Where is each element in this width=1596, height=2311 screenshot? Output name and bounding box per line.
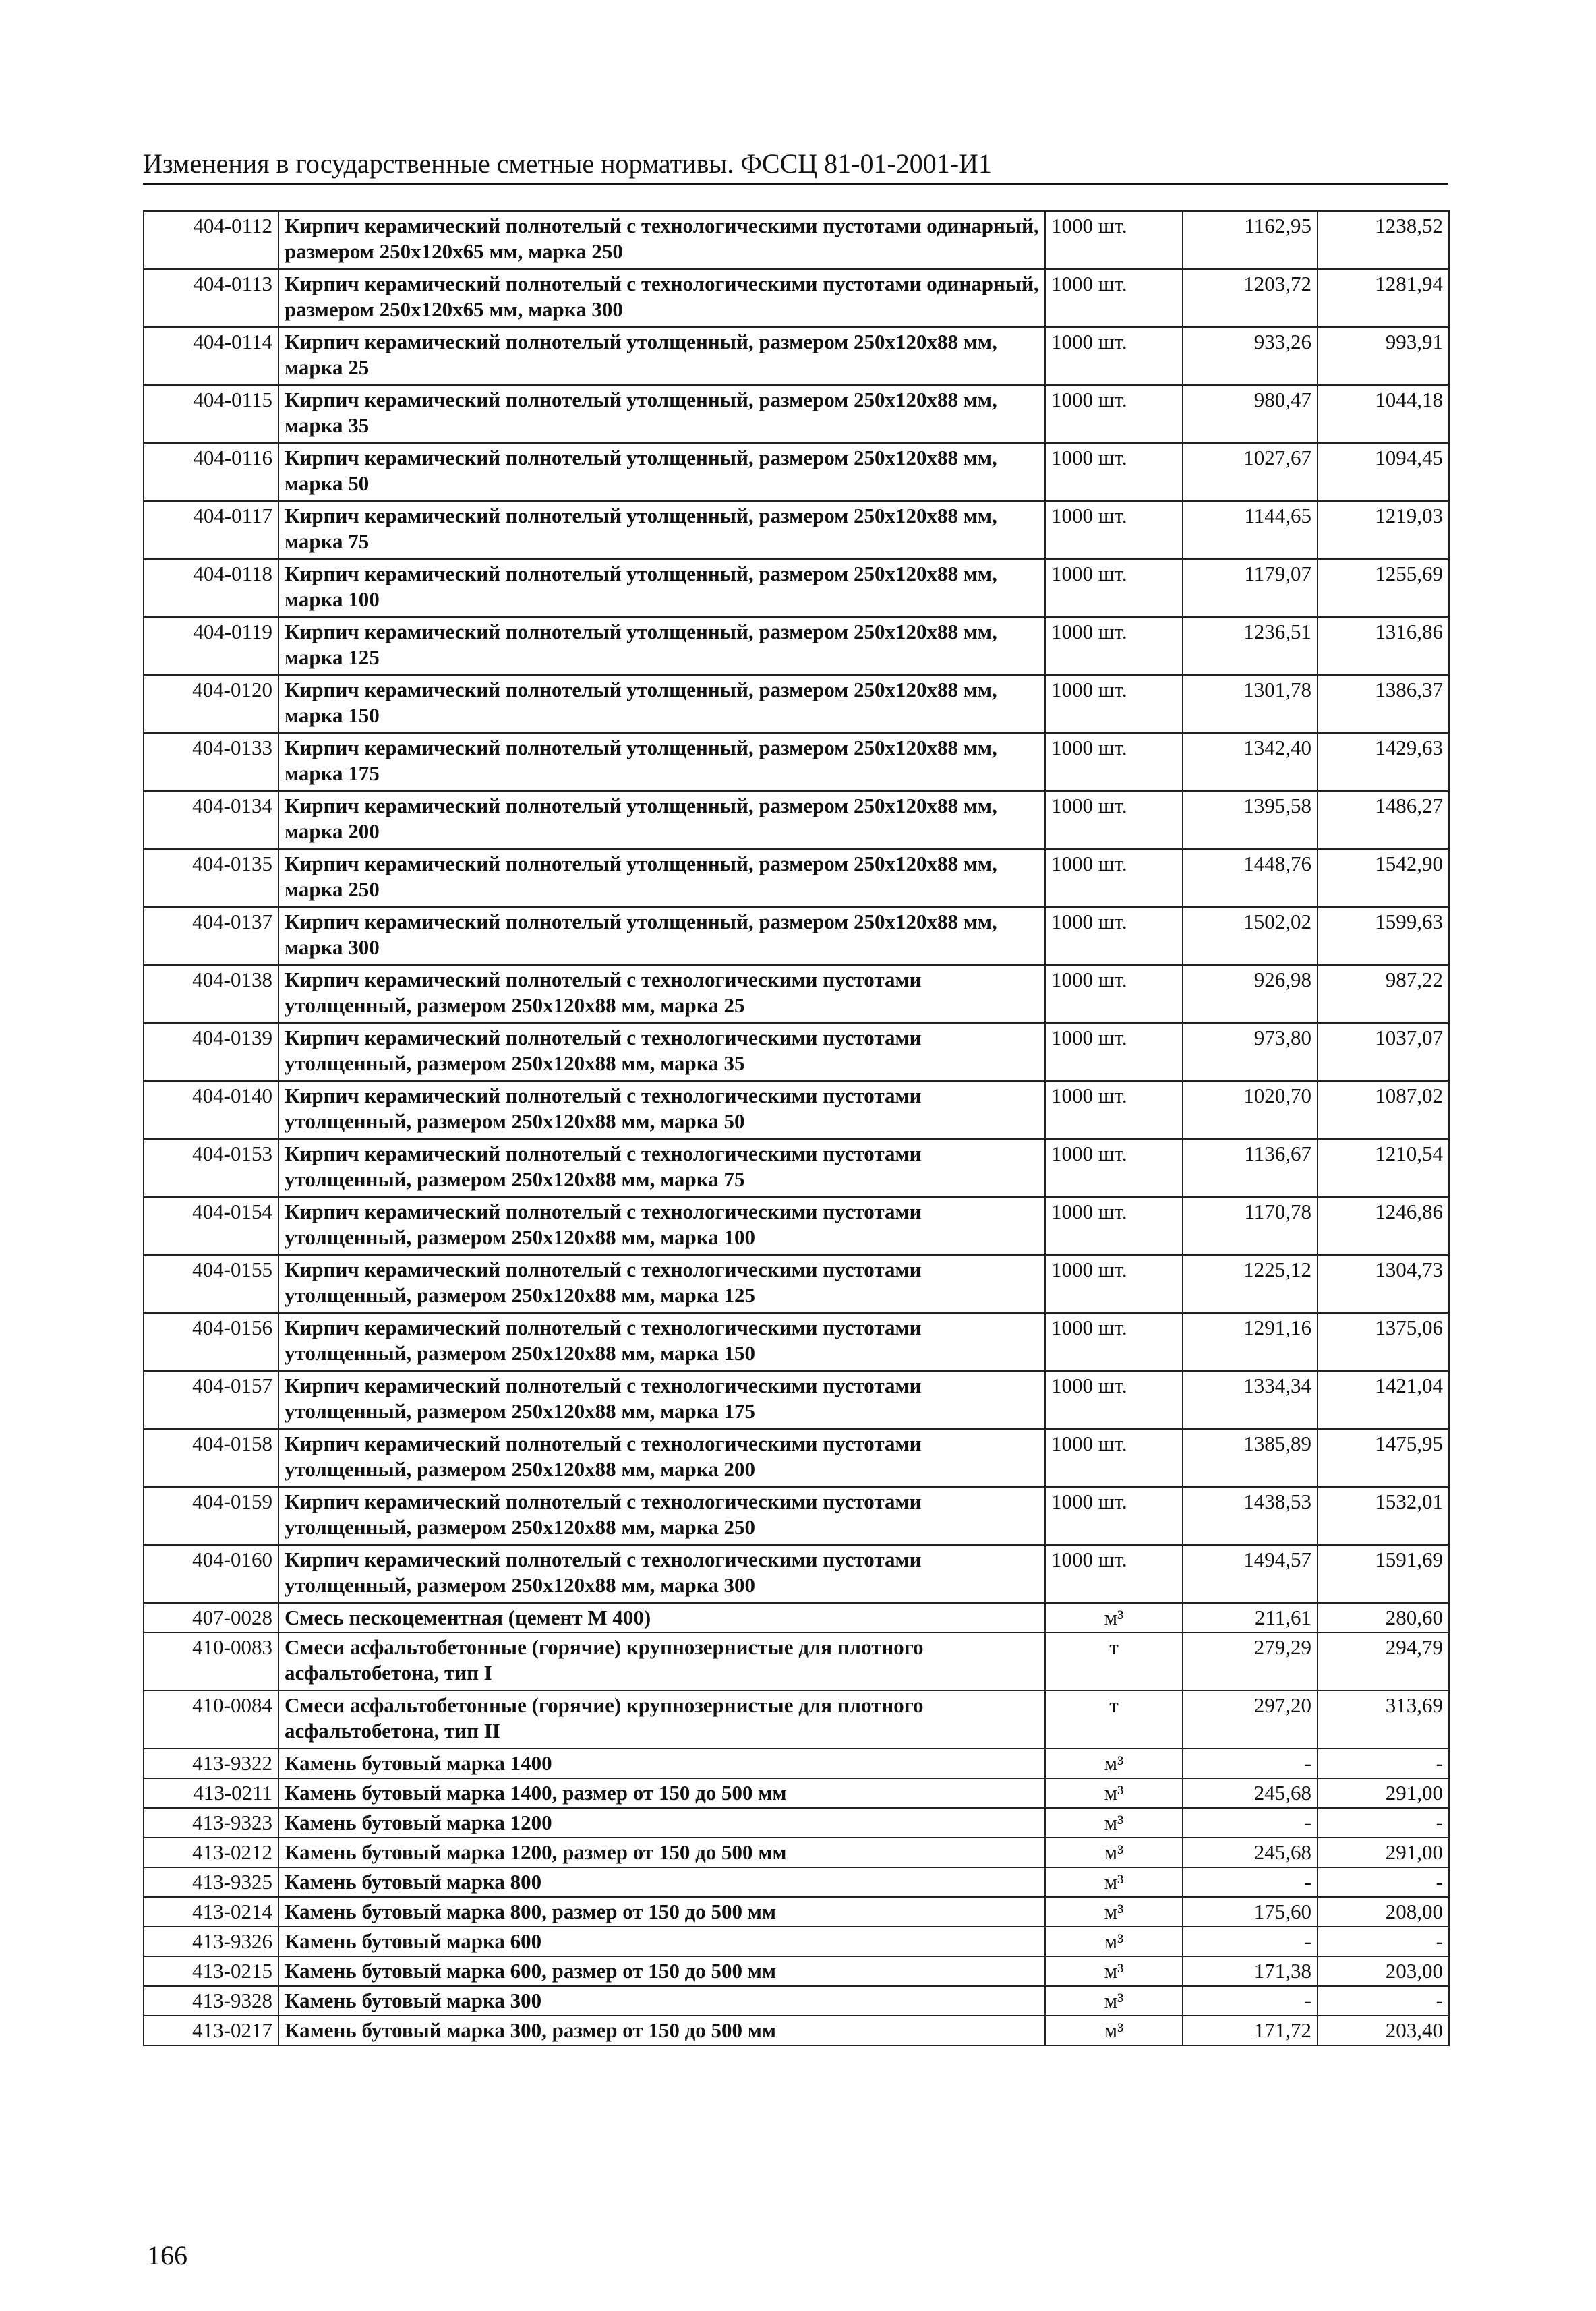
cell-price-2: 1421,04 xyxy=(1318,1371,1449,1429)
table-row xyxy=(144,1023,1449,1081)
cell-price-2: 1386,37 xyxy=(1318,675,1449,733)
table-row xyxy=(144,849,1449,907)
cell-price-1: 1136,67 xyxy=(1183,1139,1318,1197)
cell-price-2: 1037,07 xyxy=(1318,1023,1449,1081)
cell-unit: м³ xyxy=(1045,1603,1183,1633)
table-row xyxy=(144,675,1449,733)
cell-name: Камень бутовый марка 1200 xyxy=(278,1808,1045,1838)
cell-price-1: 1020,70 xyxy=(1183,1081,1318,1139)
cell-name: Кирпич керамический полнотелый с технологическими пустотами утолщенный, размером 250х120х88 мм, марка 175 xyxy=(278,1371,1045,1429)
table-row xyxy=(144,1808,1449,1838)
cell-unit: 1000 шт. xyxy=(1045,1081,1183,1139)
cell-unit: 1000 шт. xyxy=(1045,1023,1183,1081)
cell-code: 413-0211 xyxy=(144,1778,278,1808)
cell-name: Смеси асфальтобетонные (горячие) крупнозернистые для плотного асфальтобетона, тип I xyxy=(278,1633,1045,1691)
cell-unit: м³ xyxy=(1045,1749,1183,1778)
table-row xyxy=(144,617,1449,675)
cell-price-2: 1304,73 xyxy=(1318,1255,1449,1313)
table-row xyxy=(144,1487,1449,1545)
cell-unit: 1000 шт. xyxy=(1045,327,1183,385)
cell-code: 404-0118 xyxy=(144,559,278,617)
cell-price-1: 933,26 xyxy=(1183,327,1318,385)
cell-price-2: 1219,03 xyxy=(1318,501,1449,559)
cell-unit: 1000 шт. xyxy=(1045,791,1183,849)
cell-code: 404-0113 xyxy=(144,269,278,327)
cell-price-2: - xyxy=(1318,1808,1449,1838)
cell-price-2: 291,00 xyxy=(1318,1778,1449,1808)
table-row xyxy=(144,791,1449,849)
cell-name: Смесь пескоцементная (цемент М 400) xyxy=(278,1603,1045,1633)
table-body xyxy=(144,211,1449,2045)
cell-price-2: 203,00 xyxy=(1318,1956,1449,1986)
cell-code: 404-0139 xyxy=(144,1023,278,1081)
cell-name: Камень бутовый марка 1400 xyxy=(278,1749,1045,1778)
cell-name: Камень бутовый марка 300, размер от 150 до 500 мм xyxy=(278,2016,1045,2045)
cell-name: Кирпич керамический полнотелый с технологическими пустотами утолщенный, размером 250х120х88 мм, марка 200 xyxy=(278,1429,1045,1487)
table-row xyxy=(144,1545,1449,1603)
table-row xyxy=(144,1956,1449,1986)
cell-name: Камень бутовый марка 800, размер от 150 до 500 мм xyxy=(278,1897,1045,1927)
cell-price-2: 1591,69 xyxy=(1318,1545,1449,1603)
cell-name: Камень бутовый марка 1400, размер от 150 до 500 мм xyxy=(278,1778,1045,1808)
cell-price-1: - xyxy=(1183,1867,1318,1897)
cell-code: 404-0160 xyxy=(144,1545,278,1603)
cell-unit: 1000 шт. xyxy=(1045,559,1183,617)
cell-unit: 1000 шт. xyxy=(1045,1487,1183,1545)
cell-name: Кирпич керамический полнотелый утолщенный, размером 250х120х88 мм, марка 125 xyxy=(278,617,1045,675)
cell-unit: 1000 шт. xyxy=(1045,269,1183,327)
cell-name: Кирпич керамический полнотелый утолщенный, размером 250х120х88 мм, марка 175 xyxy=(278,733,1045,791)
cell-price-2: 313,69 xyxy=(1318,1691,1449,1749)
cell-unit: м³ xyxy=(1045,1778,1183,1808)
cell-price-1: 1438,53 xyxy=(1183,1487,1318,1545)
cell-price-1: - xyxy=(1183,1749,1318,1778)
cell-code: 404-0134 xyxy=(144,791,278,849)
cell-code: 404-0135 xyxy=(144,849,278,907)
cell-code: 404-0117 xyxy=(144,501,278,559)
cell-price-2: 203,40 xyxy=(1318,2016,1449,2045)
cell-unit: 1000 шт. xyxy=(1045,907,1183,965)
cell-price-1: 175,60 xyxy=(1183,1897,1318,1927)
cell-name: Кирпич керамический полнотелый утолщенный, размером 250х120х88 мм, марка 250 xyxy=(278,849,1045,907)
cell-unit: м³ xyxy=(1045,2016,1183,2045)
cell-price-2: 1475,95 xyxy=(1318,1429,1449,1487)
cell-name: Камень бутовый марка 600, размер от 150 до 500 мм xyxy=(278,1956,1045,1986)
cell-price-1: - xyxy=(1183,1808,1318,1838)
cell-price-1: 279,29 xyxy=(1183,1633,1318,1691)
cell-name: Камень бутовый марка 1200, размер от 150 до 500 мм xyxy=(278,1838,1045,1867)
table-row xyxy=(144,1313,1449,1371)
cell-code: 413-9326 xyxy=(144,1927,278,1956)
table-row xyxy=(144,1927,1449,1956)
cell-price-2: 1281,94 xyxy=(1318,269,1449,327)
cell-name: Кирпич керамический полнотелый утолщенный, размером 250х120х88 мм, марка 150 xyxy=(278,675,1045,733)
cell-price-2: 294,79 xyxy=(1318,1633,1449,1691)
cell-price-1: 1342,40 xyxy=(1183,733,1318,791)
cell-code: 413-0217 xyxy=(144,2016,278,2045)
cell-price-2: 291,00 xyxy=(1318,1838,1449,1867)
cell-code: 404-0116 xyxy=(144,443,278,501)
cell-price-2: 1246,86 xyxy=(1318,1197,1449,1255)
cell-unit: 1000 шт. xyxy=(1045,965,1183,1023)
cell-name: Кирпич керамический полнотелый с технологическими пустотами одинарный, размером 250х120х65 мм, марка 250 xyxy=(278,211,1045,269)
cell-code: 404-0133 xyxy=(144,733,278,791)
cell-price-2: 1210,54 xyxy=(1318,1139,1449,1197)
cell-price-1: 245,68 xyxy=(1183,1778,1318,1808)
table-row xyxy=(144,1838,1449,1867)
table-row xyxy=(144,907,1449,965)
cell-unit: м³ xyxy=(1045,1838,1183,1867)
table-row xyxy=(144,1986,1449,2016)
cell-price-2: 1316,86 xyxy=(1318,617,1449,675)
cell-price-2: 1238,52 xyxy=(1318,211,1449,269)
table-row xyxy=(144,1749,1449,1778)
cell-price-1: 211,61 xyxy=(1183,1603,1318,1633)
cell-unit: 1000 шт. xyxy=(1045,1429,1183,1487)
cell-price-1: 926,98 xyxy=(1183,965,1318,1023)
cell-name: Кирпич керамический полнотелый с технологическими пустотами утолщенный, размером 250х120х88 мм, марка 150 xyxy=(278,1313,1045,1371)
cell-price-2: 1094,45 xyxy=(1318,443,1449,501)
cell-name: Кирпич керамический полнотелый с технологическими пустотами утолщенный, размером 250х120х88 мм, марка 75 xyxy=(278,1139,1045,1197)
table-row xyxy=(144,269,1449,327)
cell-unit: 1000 шт. xyxy=(1045,733,1183,791)
table-row xyxy=(144,1691,1449,1749)
cell-unit: м³ xyxy=(1045,1867,1183,1897)
cell-unit: м³ xyxy=(1045,1897,1183,1927)
cell-code: 404-0140 xyxy=(144,1081,278,1139)
cell-name: Кирпич керамический полнотелый утолщенный, размером 250х120х88 мм, марка 75 xyxy=(278,501,1045,559)
cell-unit: м³ xyxy=(1045,1927,1183,1956)
cell-unit: 1000 шт. xyxy=(1045,1139,1183,1197)
page-number: 166 xyxy=(147,2240,187,2271)
cell-unit: 1000 шт. xyxy=(1045,501,1183,559)
cell-unit: т xyxy=(1045,1633,1183,1691)
cell-name: Кирпич керамический полнотелый утолщенный, размером 250х120х88 мм, марка 200 xyxy=(278,791,1045,849)
cell-name: Камень бутовый марка 800 xyxy=(278,1867,1045,1897)
cell-price-2: 1375,06 xyxy=(1318,1313,1449,1371)
cell-price-1: 1385,89 xyxy=(1183,1429,1318,1487)
cell-name: Камень бутовый марка 300 xyxy=(278,1986,1045,2016)
cell-code: 404-0112 xyxy=(144,211,278,269)
cell-code: 413-0212 xyxy=(144,1838,278,1867)
cell-price-1: 1502,02 xyxy=(1183,907,1318,965)
cell-name: Кирпич керамический полнотелый с технологическими пустотами утолщенный, размером 250х120х88 мм, марка 125 xyxy=(278,1255,1045,1313)
cell-price-1: 1334,34 xyxy=(1183,1371,1318,1429)
cell-name: Камень бутовый марка 600 xyxy=(278,1927,1045,1956)
cell-code: 404-0115 xyxy=(144,385,278,443)
table-row xyxy=(144,1255,1449,1313)
cell-unit: м³ xyxy=(1045,1808,1183,1838)
cell-code: 404-0137 xyxy=(144,907,278,965)
cell-code: 413-9323 xyxy=(144,1808,278,1838)
cell-unit: 1000 шт. xyxy=(1045,211,1183,269)
cell-price-2: 1255,69 xyxy=(1318,559,1449,617)
table-row xyxy=(144,965,1449,1023)
table-row xyxy=(144,1603,1449,1633)
cell-code: 404-0138 xyxy=(144,965,278,1023)
cell-code: 413-9325 xyxy=(144,1867,278,1897)
cell-price-1: 1291,16 xyxy=(1183,1313,1318,1371)
table-row xyxy=(144,1081,1449,1139)
table-row xyxy=(144,559,1449,617)
cell-code: 404-0153 xyxy=(144,1139,278,1197)
cell-unit: 1000 шт. xyxy=(1045,1197,1183,1255)
cell-price-1: 980,47 xyxy=(1183,385,1318,443)
cell-name: Смеси асфальтобетонные (горячие) крупнозернистые для плотного асфальтобетона, тип II xyxy=(278,1691,1045,1749)
cell-price-2: 987,22 xyxy=(1318,965,1449,1023)
cell-name: Кирпич керамический полнотелый утолщенный, размером 250х120х88 мм, марка 35 xyxy=(278,385,1045,443)
cell-price-1: - xyxy=(1183,1927,1318,1956)
cell-price-1: 297,20 xyxy=(1183,1691,1318,1749)
cell-price-1: 973,80 xyxy=(1183,1023,1318,1081)
cell-price-1: 1027,67 xyxy=(1183,443,1318,501)
cell-price-1: 1494,57 xyxy=(1183,1545,1318,1603)
cell-price-2: 1542,90 xyxy=(1318,849,1449,907)
cell-name: Кирпич керамический полнотелый утолщенный, размером 250х120х88 мм, марка 25 xyxy=(278,327,1045,385)
cell-price-1: 245,68 xyxy=(1183,1838,1318,1867)
cell-price-1: 1395,58 xyxy=(1183,791,1318,849)
cell-price-1: 1170,78 xyxy=(1183,1197,1318,1255)
cell-name: Кирпич керамический полнотелый с технологическими пустотами утолщенный, размером 250х120х88 мм, марка 25 xyxy=(278,965,1045,1023)
cell-name: Кирпич керамический полнотелый утолщенный, размером 250х120х88 мм, марка 300 xyxy=(278,907,1045,965)
table-row xyxy=(144,1897,1449,1927)
cell-code: 413-9328 xyxy=(144,1986,278,2016)
cell-name: Кирпич керамический полнотелый с технологическими пустотами утолщенный, размером 250х120х88 мм, марка 50 xyxy=(278,1081,1045,1139)
cell-price-2: 208,00 xyxy=(1318,1897,1449,1927)
cell-price-1: 1179,07 xyxy=(1183,559,1318,617)
cell-price-2: - xyxy=(1318,1927,1449,1956)
cell-unit: 1000 шт. xyxy=(1045,1545,1183,1603)
cell-unit: 1000 шт. xyxy=(1045,675,1183,733)
cell-price-2: 1486,27 xyxy=(1318,791,1449,849)
table-row xyxy=(144,733,1449,791)
table-row xyxy=(144,1867,1449,1897)
cell-unit: 1000 шт. xyxy=(1045,617,1183,675)
table-row xyxy=(144,501,1449,559)
cell-unit: 1000 шт. xyxy=(1045,385,1183,443)
cell-price-2: - xyxy=(1318,1749,1449,1778)
cell-price-2: - xyxy=(1318,1867,1449,1897)
cell-unit: 1000 шт. xyxy=(1045,1371,1183,1429)
cell-price-2: 1532,01 xyxy=(1318,1487,1449,1545)
table-row xyxy=(144,327,1449,385)
cell-price-2: 1044,18 xyxy=(1318,385,1449,443)
cell-name: Кирпич керамический полнотелый с технологическими пустотами одинарный, размером 250х120х65 мм, марка 300 xyxy=(278,269,1045,327)
cell-name: Кирпич керамический полнотелый утолщенный, размером 250х120х88 мм, марка 50 xyxy=(278,443,1045,501)
cell-code: 404-0119 xyxy=(144,617,278,675)
table-row xyxy=(144,1197,1449,1255)
cell-price-1: 1448,76 xyxy=(1183,849,1318,907)
cell-price-1: 171,38 xyxy=(1183,1956,1318,1986)
cell-name: Кирпич керамический полнотелый с технологическими пустотами утолщенный, размером 250х120х88 мм, марка 300 xyxy=(278,1545,1045,1603)
cell-price-1: 1225,12 xyxy=(1183,1255,1318,1313)
cell-code: 404-0120 xyxy=(144,675,278,733)
cell-name: Кирпич керамический полнотелый с технологическими пустотами утолщенный, размером 250х120х88 мм, марка 35 xyxy=(278,1023,1045,1081)
cell-code: 404-0114 xyxy=(144,327,278,385)
cell-price-1: 1301,78 xyxy=(1183,675,1318,733)
cell-code: 404-0157 xyxy=(144,1371,278,1429)
cell-price-2: 1429,63 xyxy=(1318,733,1449,791)
cell-unit: 1000 шт. xyxy=(1045,443,1183,501)
cell-price-1: 171,72 xyxy=(1183,2016,1318,2045)
cell-name: Кирпич керамический полнотелый утолщенный, размером 250х120х88 мм, марка 100 xyxy=(278,559,1045,617)
cell-code: 404-0155 xyxy=(144,1255,278,1313)
cell-price-2: 1087,02 xyxy=(1318,1081,1449,1139)
cell-price-1: 1236,51 xyxy=(1183,617,1318,675)
table-row xyxy=(144,1139,1449,1197)
cell-code: 404-0158 xyxy=(144,1429,278,1487)
cell-price-1: 1144,65 xyxy=(1183,501,1318,559)
cell-price-1: - xyxy=(1183,1986,1318,2016)
cell-code: 410-0084 xyxy=(144,1691,278,1749)
cell-unit: м³ xyxy=(1045,1956,1183,1986)
cell-code: 410-0083 xyxy=(144,1633,278,1691)
table-row xyxy=(144,1429,1449,1487)
table-row xyxy=(144,385,1449,443)
cell-price-1: 1162,95 xyxy=(1183,211,1318,269)
table-row xyxy=(144,1371,1449,1429)
cell-unit: м³ xyxy=(1045,1986,1183,2016)
cell-code: 407-0028 xyxy=(144,1603,278,1633)
table-row xyxy=(144,1778,1449,1808)
cell-price-2: - xyxy=(1318,1986,1449,2016)
cell-name: Кирпич керамический полнотелый с технологическими пустотами утолщенный, размером 250х120х88 мм, марка 250 xyxy=(278,1487,1045,1545)
table-row xyxy=(144,443,1449,501)
table-row xyxy=(144,1633,1449,1691)
cell-unit: 1000 шт. xyxy=(1045,1313,1183,1371)
cell-price-2: 1599,63 xyxy=(1318,907,1449,965)
cell-code: 404-0154 xyxy=(144,1197,278,1255)
cell-code: 404-0156 xyxy=(144,1313,278,1371)
cell-code: 413-0214 xyxy=(144,1897,278,1927)
cell-code: 413-0215 xyxy=(144,1956,278,1986)
cell-code: 413-9322 xyxy=(144,1749,278,1778)
cell-unit: 1000 шт. xyxy=(1045,1255,1183,1313)
price-table xyxy=(143,210,1450,2046)
cell-price-2: 993,91 xyxy=(1318,327,1449,385)
cell-unit: 1000 шт. xyxy=(1045,849,1183,907)
page-header: Изменения в государственные сметные нормативы. ФССЦ 81-01-2001-И1 xyxy=(143,147,1448,185)
cell-price-2: 280,60 xyxy=(1318,1603,1449,1633)
cell-code: 404-0159 xyxy=(144,1487,278,1545)
table-row xyxy=(144,2016,1449,2045)
cell-unit: т xyxy=(1045,1691,1183,1749)
cell-price-1: 1203,72 xyxy=(1183,269,1318,327)
table-row xyxy=(144,211,1449,269)
cell-name: Кирпич керамический полнотелый с технологическими пустотами утолщенный, размером 250х120х88 мм, марка 100 xyxy=(278,1197,1045,1255)
